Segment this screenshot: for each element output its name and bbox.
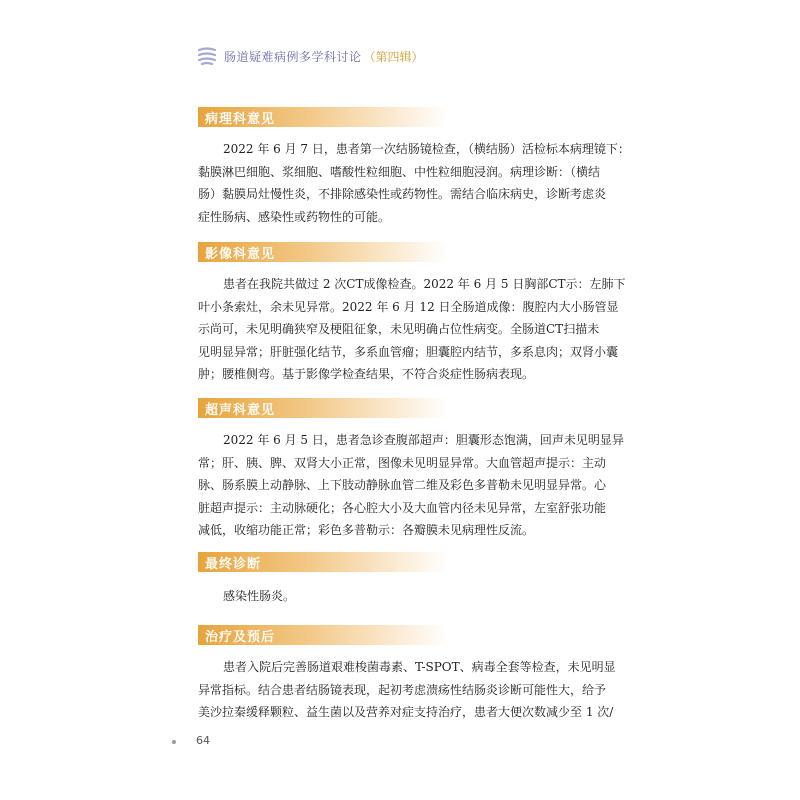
section-heading-label: 病理科意见 [205, 111, 276, 127]
paragraph-line: 黏膜淋巴细胞、浆细胞、嗜酸性粒细胞、中性粒细胞浸润。病理诊断：（横结 [198, 164, 601, 179]
book-title: 肠道疑难病例多学科讨论 [224, 49, 362, 64]
section-heading-final-diagnosis [198, 552, 448, 572]
paragraph-line: 见明显异常；肝脏强化结节，多系血管瘤；胆囊腔内结节，多系息肉；双肾小囊 [198, 344, 619, 359]
section-body-final-diagnosis [198, 585, 602, 608]
paragraph-line: 示尚可，未见明确狭窄及梗阻征象，未见明确占位性病变。全肠道CT扫描未 [198, 322, 600, 336]
section-body-imaging [198, 273, 626, 386]
section-body-pathology [198, 138, 630, 228]
paragraph-line: 感染性肠炎。 [223, 589, 296, 603]
section-heading-label: 最终诊断 [205, 556, 262, 572]
section-heading-label: 治疗及预后 [205, 629, 276, 645]
section-heading-treatment [198, 625, 448, 645]
paragraph-line: 脏超声提示：主动脉硬化；各心腔大小及大血管内径未见异常，左室舒张功能 [198, 500, 607, 515]
paragraph-line: 常；肝、胰、脾、双肾大小正常，图像未见明显异常。大血管超声提示：主动 [198, 455, 607, 470]
paragraph-line: 2022 年 6 月 5 日，患者急诊查腹部超声：胆囊形态饱满，回声未见明显异 [223, 433, 624, 447]
paragraph-line: 叶小条索灶，余未见异常。2022 年 6 月 12 日全肠道成像：腹腔内大小肠管显 [198, 299, 619, 314]
paragraph-line: 患者入院后完善肠道艰难梭菌毒素、T-SPOT、病毒全套等检查，未见明显 [223, 660, 616, 674]
book-edition: （第四辑） [363, 49, 424, 64]
section-heading-label: 影像科意见 [205, 246, 276, 262]
section-heading-ultrasound [198, 398, 448, 418]
section-body-treatment [198, 656, 616, 724]
paragraph-line: 美沙拉秦缓释颗粒、益生菌以及营养对症支持治疗，患者大便次数减少至 1 次/ [198, 705, 614, 719]
paragraph-line: 症性肠病、感染性或药物性的可能。 [198, 209, 391, 224]
intestine-logo-icon [196, 46, 218, 66]
section-body-ultrasound [198, 429, 624, 542]
paragraph-line: 减低，收缩功能正常；彩色多普勒示：各瓣膜未见病理性反流。 [198, 523, 535, 537]
running-header [196, 44, 424, 68]
paragraph-line: 2022 年 6 月 7 日，患者第一次结肠镜检查，（横结肠）活检标本病理镜下： [223, 142, 630, 156]
section-heading-imaging [198, 242, 448, 262]
section-heading-label: 超声科意见 [205, 402, 276, 418]
page-number: 64 [196, 734, 210, 747]
paragraph-line: 异常指标。结合患者结肠镜表现，起初考虑溃疡性结肠炎诊断可能性大，给予 [198, 682, 607, 697]
page-dot-icon [172, 740, 176, 744]
paragraph-line: 肠）黏膜局灶慢性炎，不排除感染性或药物性。需结合临床病史，诊断考虑炎 [198, 187, 607, 201]
section-heading-pathology [198, 107, 448, 127]
paragraph-line: 脉、肠系膜上动静脉、上下肢动静脉血管二维及彩色多普勒未见明显异常。心 [198, 478, 607, 492]
paragraph-line: 患者在我院共做过 2 次CT成像检查。2022 年 6 月 5 日胸部CT示：左肺下 [223, 277, 626, 291]
paragraph-line: 肿；腰椎侧弯。基于影像学检查结果，不符合炎症性肠病表现。 [198, 367, 535, 381]
